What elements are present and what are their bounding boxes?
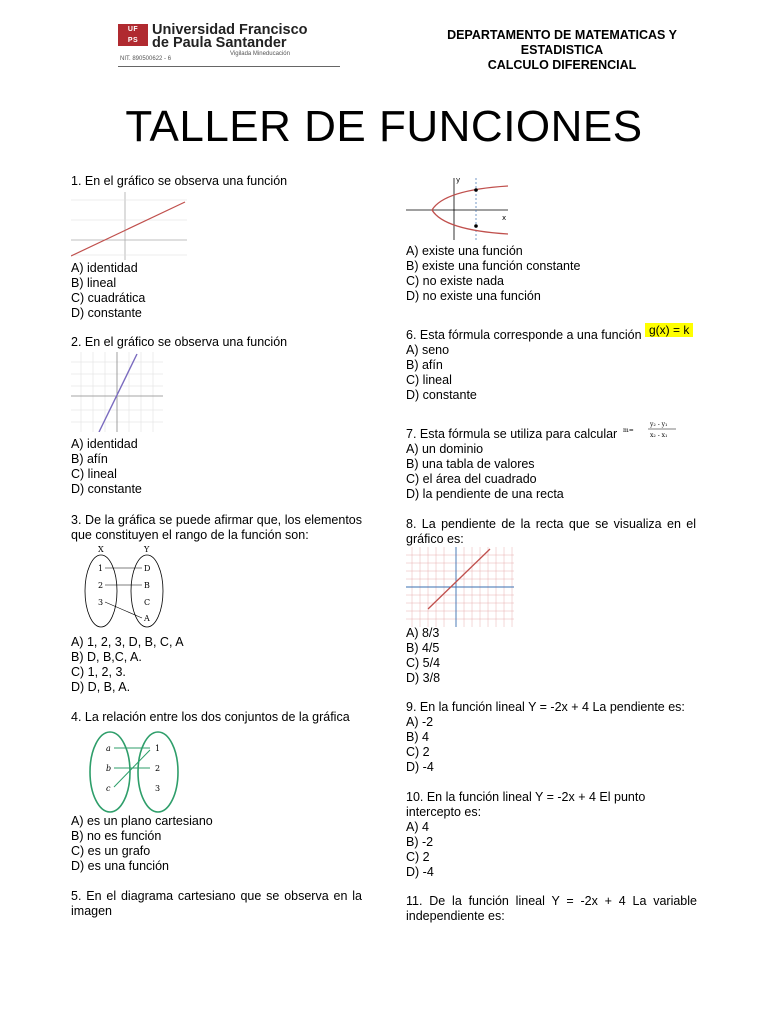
department-line2: ESTADISTICA [520, 43, 604, 57]
question-stem: 3. De la gráfica se puede afirmar que, los elementos que constituyen el rango de la función son: [71, 513, 362, 542]
option[interactable]: B) D, B,C, A. [71, 650, 142, 664]
option[interactable]: A) un dominio [406, 442, 484, 456]
y-item: C [144, 598, 151, 607]
option[interactable]: D) es una función [71, 859, 169, 873]
department-line1: DEPARTAMENTO DE MATEMATICAS Y [447, 28, 677, 42]
x-item: 2 [98, 581, 104, 590]
question-2 [71, 335, 371, 350]
question-stem: 1. En el gráfico se observa una función [71, 174, 288, 188]
option[interactable]: C) 2 [406, 745, 430, 759]
formula-denominator: x₂ - x₁ [650, 432, 668, 439]
question-1 [71, 174, 371, 189]
q5-parabola-graph [404, 174, 512, 242]
formula-text: g(x) = k [645, 323, 693, 337]
option[interactable]: D) constante [406, 388, 477, 402]
option[interactable]: D) -4 [406, 865, 434, 879]
q8-slope-graph [406, 547, 514, 627]
option[interactable]: C) 1, 2, 3. [71, 665, 126, 679]
option[interactable]: C) 5/4 [406, 656, 441, 670]
option[interactable]: B) 4/5 [406, 641, 440, 655]
formula-numerator: y₂ - y₁ [650, 421, 668, 428]
course-name: CALCULO DIFERENCIAL [487, 58, 637, 72]
option[interactable]: B) existe una función constante [406, 259, 581, 273]
option[interactable]: B) afín [71, 452, 108, 466]
university-name-line2: de Paula Santander [152, 35, 287, 51]
option[interactable]: B) una tabla de valores [406, 457, 535, 471]
q3-sets-diagram [78, 543, 178, 631]
option[interactable]: B) afín [406, 358, 443, 372]
option[interactable]: A) 8/3 [406, 626, 440, 640]
question-stem: 9. En la función lineal Y = -2x + 4 La pendiente es: [406, 700, 685, 714]
right-item: 1 [155, 744, 161, 753]
y-item: A [144, 614, 150, 623]
option[interactable]: A) -2 [406, 715, 434, 729]
left-item: c [106, 784, 111, 793]
question-6-options [406, 343, 477, 403]
university-name-line1: Universidad Francisco [152, 22, 308, 38]
option[interactable]: A) existe una función [406, 244, 523, 258]
option[interactable]: D) -4 [406, 760, 434, 774]
question-8-options [406, 626, 440, 686]
slope-formula [622, 417, 682, 441]
option[interactable]: D) la pendiente de una recta [406, 487, 564, 501]
right-item: 2 [155, 764, 161, 773]
question-5-options [406, 244, 580, 304]
option[interactable]: D) 3/8 [406, 671, 441, 685]
question-stem: 11. De la función lineal Y = -2x + 4 La variable independiente es: [406, 894, 697, 923]
x-item: 3 [98, 598, 104, 607]
question-stem: 4. La relación entre los dos conjuntos de la gráfica [71, 710, 350, 724]
axis-y-label: y [456, 176, 461, 184]
question-7 [406, 427, 626, 442]
question-8 [406, 517, 696, 547]
option[interactable]: C) lineal [406, 373, 452, 387]
option[interactable]: A) seno [406, 343, 450, 357]
option[interactable]: D) no existe una función [406, 289, 541, 303]
department-header [404, 28, 720, 73]
option[interactable]: B) lineal [71, 276, 117, 290]
question-4 [71, 710, 371, 725]
axis-x-label: x [502, 214, 507, 222]
q4-sets-diagram [82, 728, 190, 816]
option[interactable]: B) -2 [406, 835, 434, 849]
logo-divider [118, 66, 340, 67]
left-item: b [106, 764, 112, 773]
question-stem: 7. Esta fórmula se utiliza para calcular [406, 427, 618, 441]
option[interactable]: C) cuadrática [71, 291, 146, 305]
option[interactable]: C) no existe nada [406, 274, 504, 288]
option[interactable]: A) 1, 2, 3, D, B, C, A [71, 635, 184, 649]
option[interactable]: C) es un grafo [71, 844, 151, 858]
option[interactable]: D) constante [71, 482, 142, 496]
right-item: 3 [155, 784, 161, 793]
option[interactable]: A) es un plano cartesiano [71, 814, 213, 828]
formula-gx-k [645, 321, 693, 339]
question-3 [71, 513, 362, 543]
option[interactable]: B) 4 [406, 730, 429, 744]
option[interactable]: A) 4 [406, 820, 429, 834]
option[interactable]: D) constante [71, 306, 142, 320]
question-5 [71, 889, 362, 919]
option[interactable]: C) 2 [406, 850, 430, 864]
university-logo [118, 24, 340, 68]
question-4-options [71, 814, 213, 874]
option[interactable]: A) identidad [71, 437, 138, 451]
question-7-options [406, 442, 564, 502]
set-x-label: X [98, 545, 104, 554]
y-item: B [144, 581, 150, 590]
nit-text: NIT. 890500622 - 6 [120, 56, 172, 62]
question-stem: 2. En el gráfico se observa una función [71, 335, 288, 349]
option[interactable]: A) identidad [71, 261, 138, 275]
set-y-label: Y [144, 545, 150, 554]
formula-m: m= [623, 427, 634, 434]
question-stem: 6. Esta fórmula corresponde a una función [406, 328, 642, 342]
question-11 [406, 894, 697, 924]
y-item: D [144, 564, 151, 573]
question-stem: 5. En el diagrama cartesiano que se observa en la imagen [71, 889, 362, 918]
q2-line-graph [71, 352, 163, 432]
left-item: a [106, 744, 111, 753]
q1-line-graph [71, 190, 187, 260]
option[interactable]: C) el área del cuadrado [406, 472, 537, 486]
option[interactable]: B) no es función [71, 829, 162, 843]
question-1-options [71, 261, 145, 321]
question-stem: 10. En la función lineal Y = -2x + 4 El punto intercepto es: [406, 790, 646, 819]
question-10 [406, 790, 698, 880]
page-title: TALLER DE FUNCIONES [125, 102, 643, 151]
question-9 [406, 700, 706, 775]
option[interactable]: C) lineal [71, 467, 117, 481]
vigilada-text: Vigilada Mineducación [230, 51, 290, 57]
question-stem: 8. La pendiente de la recta que se visualiza en el gráfico es: [406, 517, 696, 546]
logo-emblem: UF PS [118, 24, 148, 46]
question-2-options [71, 437, 142, 497]
x-item: 1 [98, 564, 104, 573]
option[interactable]: D) D, B, A. [71, 680, 131, 694]
question-3-options [71, 635, 184, 695]
